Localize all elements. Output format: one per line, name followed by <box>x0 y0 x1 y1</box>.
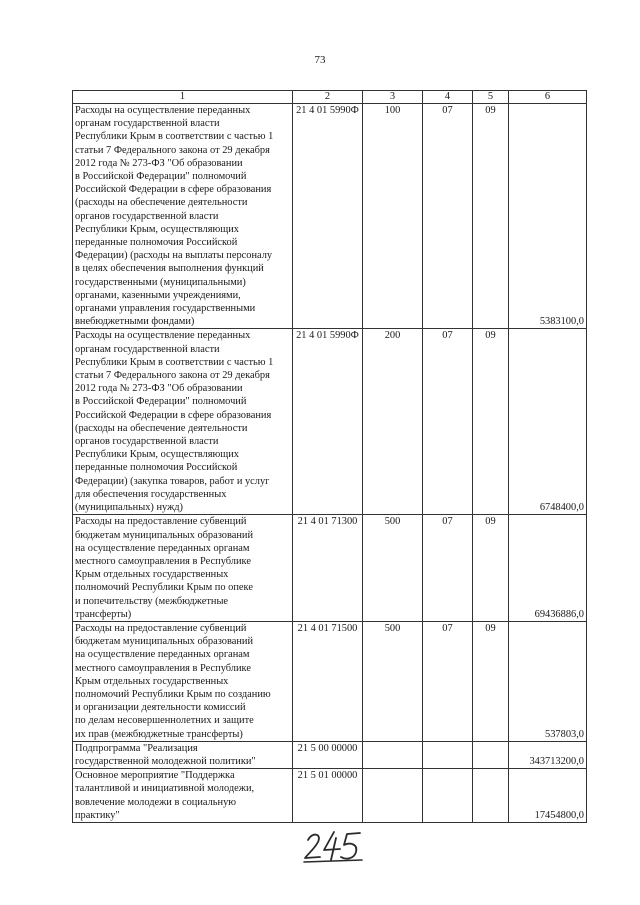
row-code: 21 4 01 5990Ф <box>293 329 363 515</box>
row-amount: 6748400,0 <box>509 329 587 515</box>
row-description: Основное мероприятие "Поддержка талантливой и инициативной молодежи, вовлечение молодежи в социальную практику" <box>73 769 293 823</box>
row-code: 21 5 01 00000 <box>293 769 363 823</box>
row-code: 21 4 01 71500 <box>293 621 363 741</box>
row-description: Расходы на осуществление переданных органам государственной власти Республики Крым в соответствии с частью 1 статьи 7 Федерального закона от 29 декабря 2012 года № 273-ФЗ "Об образовании в Российской Федерации" полномочий Российской Федерации в сфере образования (расходы на обеспечение деятельности органов государственной власти Республики Крым, осуществляющих переданные полномочия Российской Федерации) (закупка товаров, работ и услуг для обеспечения государственных (муниципальных) нужд) <box>73 329 293 515</box>
table-row <box>73 515 587 622</box>
column-header: 3 <box>363 91 423 104</box>
table-row <box>73 741 587 768</box>
row-expense-type: 500 <box>363 621 423 741</box>
column-header: 1 <box>73 91 293 104</box>
table-row <box>73 769 587 823</box>
table-row <box>73 621 587 741</box>
row-amount: 343713200,0 <box>509 741 587 768</box>
column-header: 5 <box>473 91 509 104</box>
row-amount: 69436886,0 <box>509 515 587 622</box>
row-expense-type: 200 <box>363 329 423 515</box>
row-subsection: 09 <box>473 621 509 741</box>
handwritten-page-mark <box>300 826 370 866</box>
column-header: 6 <box>509 91 587 104</box>
row-subsection: 09 <box>473 515 509 622</box>
row-description: Расходы на предоставление субвенций бюджетам муниципальных образований на осуществление переданных органам местного самоуправления в Республике Крым отдельных государственных полномочий Республики Крым по созданию и организации деятельности комиссий по делам несовершеннолетних и защите их прав (межбюджетные трансферты) <box>73 621 293 741</box>
row-subsection: 09 <box>473 329 509 515</box>
page-number: 73 <box>314 54 326 66</box>
table-header-row <box>73 91 587 104</box>
row-section: 07 <box>423 104 473 329</box>
budget-table <box>72 90 587 823</box>
row-expense-type <box>363 741 423 768</box>
row-section: 07 <box>423 621 473 741</box>
row-code: 21 5 00 00000 <box>293 741 363 768</box>
row-subsection <box>473 769 509 823</box>
row-expense-type <box>363 769 423 823</box>
row-amount: 5383100,0 <box>509 104 587 329</box>
column-header: 4 <box>423 91 473 104</box>
row-description: Подпрограмма "Реализация государственной молодежной политики" <box>73 741 293 768</box>
row-subsection <box>473 741 509 768</box>
table-row <box>73 329 587 515</box>
row-amount: 17454800,0 <box>509 769 587 823</box>
row-expense-type: 100 <box>363 104 423 329</box>
row-expense-type: 500 <box>363 515 423 622</box>
table-row <box>73 104 587 329</box>
row-description: Расходы на предоставление субвенций бюджетам муниципальных образований на осуществление переданных органам местного самоуправления в Республике Крым отдельных государственных полномочий Республики Крым по опеке и попечительству (межбюджетные трансферты) <box>73 515 293 622</box>
row-section: 07 <box>423 515 473 622</box>
row-section <box>423 741 473 768</box>
row-code: 21 4 01 71300 <box>293 515 363 622</box>
row-section: 07 <box>423 329 473 515</box>
row-section <box>423 769 473 823</box>
column-header: 2 <box>293 91 363 104</box>
row-description: Расходы на осуществление переданных органам государственной власти Республики Крым в соответствии с частью 1 статьи 7 Федерального закона от 29 декабря 2012 года № 273-ФЗ "Об образовании в Российской Федерации" полномочий Российской Федерации в сфере образования (расходы на обеспечение деятельности органов государственной власти Республики Крым, осуществляющих переданные полномочия Российской Федерации) (расходы на выплаты персоналу в целях обеспечения выполнения функций государственными (муниципальными) органами, казенными учреждениями, органами управления государственными внебюджетными фондами) <box>73 104 293 329</box>
row-code: 21 4 01 5990Ф <box>293 104 363 329</box>
row-subsection: 09 <box>473 104 509 329</box>
row-amount: 537803,0 <box>509 621 587 741</box>
